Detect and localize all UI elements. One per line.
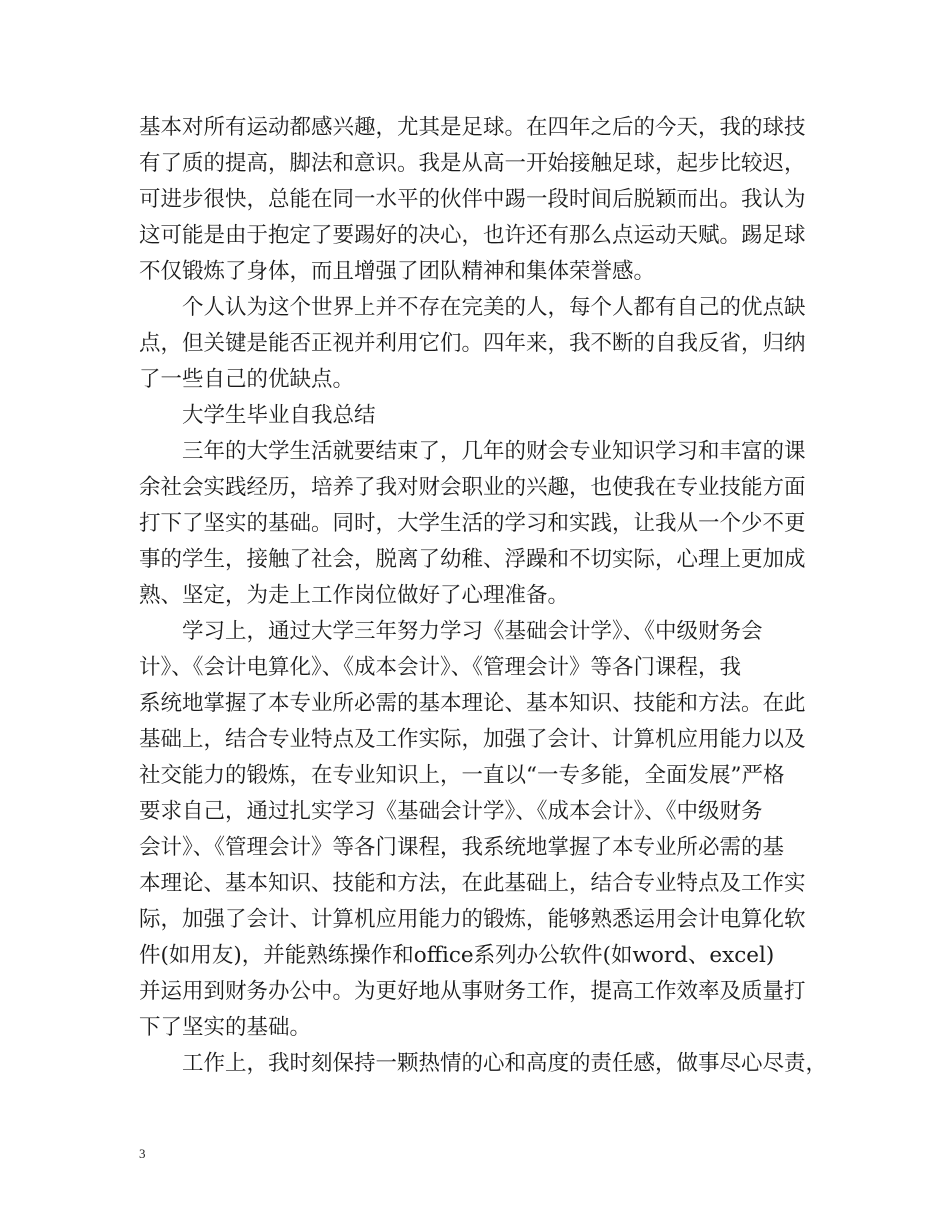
- section-heading: 大学生毕业自我总结: [182, 403, 376, 428]
- text-line: 际，加强了会计、计算机应用能力的锻炼，能够熟悉运用会计电算化软: [139, 907, 806, 932]
- text-line: 计》、《会计电算化》、《成本会计》、《管理会计》等各门课程，我: [139, 655, 742, 680]
- text-line: 会计》、《管理会计》等各门课程，我系统地掌握了本专业所必需的基: [139, 835, 785, 860]
- text-line: 社交能力的锻炼，在专业知识上，一直以“一专多能，全面发展”严格: [139, 763, 785, 788]
- text-line: 基本对所有运动都感兴趣，尤其是足球。在四年之后的今天，我的球技: [139, 115, 806, 140]
- text-line: 了一些自己的优缺点。: [139, 367, 355, 392]
- text-line: 系统地掌握了本专业所必需的基本理论、基本知识、技能和方法。在此: [139, 691, 806, 716]
- paragraph-first-line: 三年的大学生活就要结束了，几年的财会专业知识学习和丰富的课: [182, 439, 806, 464]
- text-line: 基础上，结合专业特点及工作实际，加强了会计、计算机应用能力以及: [139, 727, 806, 752]
- text-line: 下了坚实的基础。: [139, 1015, 312, 1040]
- text-line: 有了质的提高，脚法和意识。我是从高一开始接触足球，起步比较迟，: [139, 151, 806, 176]
- text-line: 打下了坚实的基础。同时，大学生活的学习和实践，让我从一个少不更: [139, 511, 806, 536]
- page-number: 3: [139, 1146, 146, 1161]
- text-line: 余社会实践经历，培养了我对财会职业的兴趣，也使我在专业技能方面: [139, 475, 806, 500]
- text-line: 点，但关键是能否正视并利用它们。四年来，我不断的自我反省，归纳: [139, 331, 806, 356]
- text-line: 本理论、基本知识、技能和方法，在此基础上，结合专业特点及工作实: [139, 871, 806, 896]
- text-line: 事的学生，接触了社会，脱离了幼稚、浮躁和不切实际，心理上更加成: [139, 547, 806, 572]
- text-line: 这可能是由于抱定了要踢好的决心，也许还有那么点运动天赋。踢足球: [139, 223, 806, 248]
- paragraph-first-line: 学习上，通过大学三年努力学习《基础会计学》、《中级财务会: [182, 619, 763, 644]
- text-line: 不仅锻炼了身体，而且增强了团队精神和集体荣誉感。: [139, 259, 656, 284]
- paragraph-first-line: 个人认为这个世界上并不存在完美的人，每个人都有自己的优点缺: [182, 295, 806, 320]
- text-line: 并运用到财务办公中。为更好地从事财务工作，提高工作效率及质量打: [139, 979, 806, 1004]
- text-line: 可进步很快，总能在同一水平的伙伴中踢一段时间后脱颖而出。我认为: [139, 187, 806, 212]
- text-line: 件(如用友)，并能熟练操作和office系列办公软件(如word、excel): [139, 943, 775, 968]
- paragraph-first-line: 工作上，我时刻保持一颗热情的心和高度的责任感，做事尽心尽责，: [182, 1051, 828, 1076]
- text-line: 熟、坚定，为走上工作岗位做好了心理准备。: [139, 583, 570, 608]
- text-line: 要求自己，通过扎实学习《基础会计学》、《成本会计》、《中级财务: [139, 799, 763, 824]
